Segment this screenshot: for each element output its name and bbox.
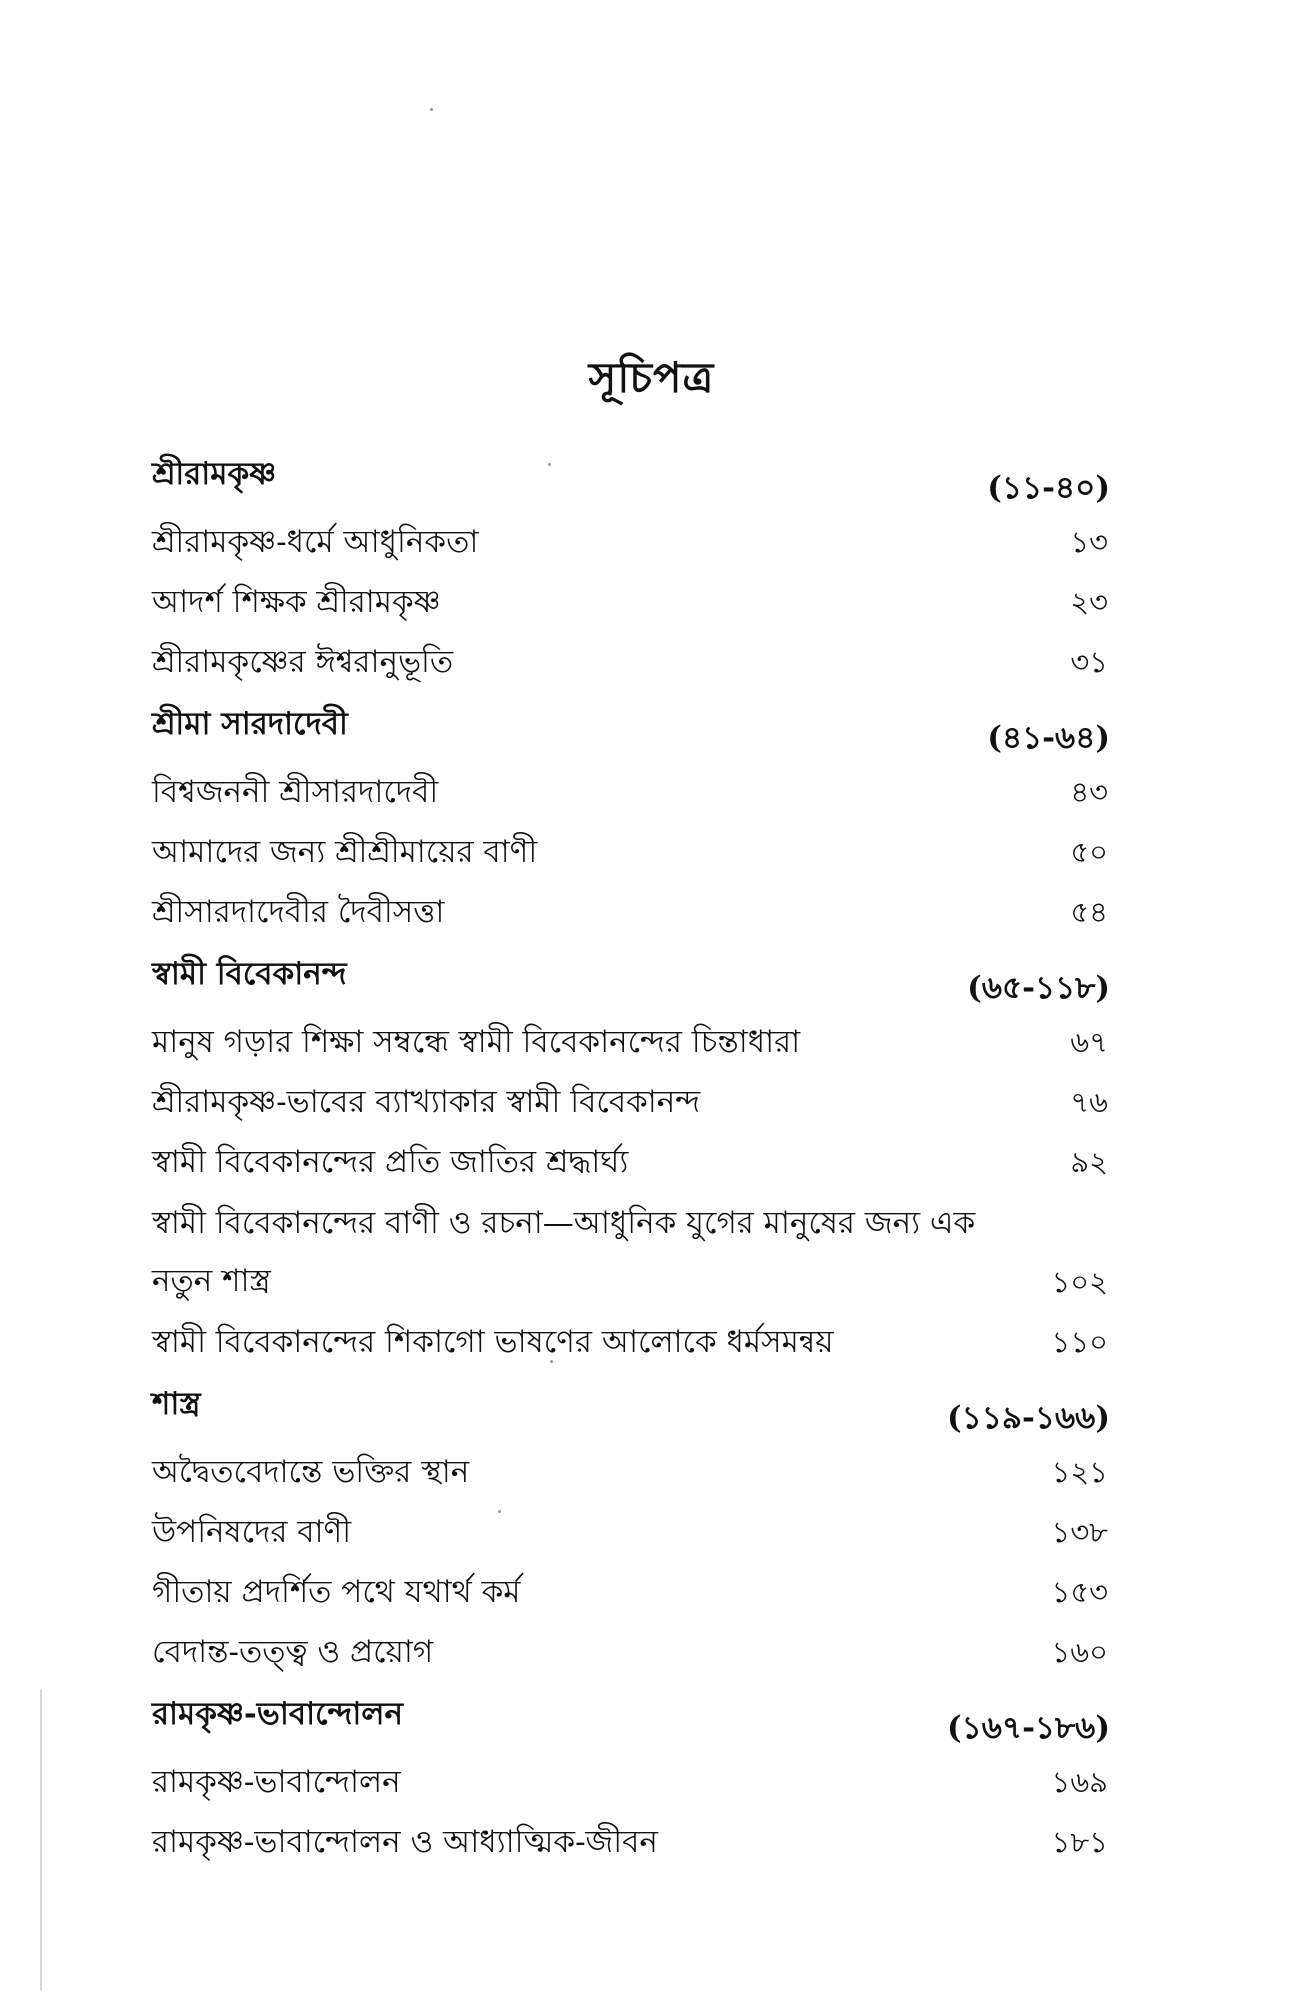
page-title: সূচিপত্র xyxy=(588,353,715,402)
entry-page-number: ৭৬ xyxy=(1070,1085,1108,1119)
entry-title: গীতায় প্রদর্শিত পথে যথার্থ কর্ম xyxy=(152,1574,521,1610)
entry-title: স্বামী বিবেকানন্দের শিকাগো ভাষণের আলোকে ধর্মসমন্বয় xyxy=(152,1324,834,1360)
toc-entry xyxy=(152,1074,1110,1130)
entry-page-number: ১৬০ xyxy=(1051,1635,1108,1669)
toc-section-header xyxy=(152,1692,1110,1750)
entry-title: রামকৃষ্ণ-ভাবান্দোলন ও আধ্যাত্মিক-জীবন xyxy=(152,1824,658,1860)
table-of-contents xyxy=(152,440,1110,1870)
section-page-range: (১৬৭-১৮৬) xyxy=(946,1710,1110,1746)
section-page-range: (১১-৪০) xyxy=(987,470,1110,506)
entry-title: শ্রীরামকৃষ্ণ-ভাবের ব্যাখ্যাকার স্বামী বিবেকানন্দ xyxy=(152,1084,701,1120)
paper-speck xyxy=(430,108,433,111)
toc-entry xyxy=(152,1134,1110,1190)
entry-page-number: ৫০ xyxy=(1070,835,1108,869)
toc-section-header xyxy=(152,952,1110,1010)
entry-page-number: ৬৭ xyxy=(1070,1025,1108,1059)
toc-entry xyxy=(152,1314,1110,1370)
entry-page-number: ১১০ xyxy=(1051,1325,1108,1359)
toc-entry xyxy=(152,1814,1110,1870)
toc-entry xyxy=(152,824,1110,880)
toc-entry xyxy=(152,1624,1110,1680)
toc-entry xyxy=(152,634,1110,690)
entry-page-number: ১২১ xyxy=(1051,1455,1108,1489)
page-edge-shadow xyxy=(40,1690,42,1990)
entry-title: শ্রীসারদাদেবীর দৈবীসত্তা xyxy=(152,894,445,930)
entry-title: শ্রীরামকৃষ্ণের ঈশ্বরানুভূতি xyxy=(152,644,454,680)
entry-title: রামকৃষ্ণ-ভাবান্দোলন xyxy=(152,1764,401,1800)
entry-title: আদর্শ শিক্ষক শ্রীরামকৃষ্ণ xyxy=(152,584,441,620)
section-page-range: (১১৯-১৬৬) xyxy=(947,1400,1110,1436)
entry-title: স্বামী বিবেকানন্দের প্রতি জাতির শ্রদ্ধার্ঘ্য xyxy=(152,1144,629,1180)
entry-title: বেদান্ত-তত্ত্ব ও প্রয়োগ xyxy=(152,1634,434,1670)
section-title: স্বামী বিবেকানন্দ xyxy=(152,956,347,992)
toc-entry xyxy=(152,1444,1110,1500)
section-page-range: (৬৫-১১৮) xyxy=(967,970,1110,1006)
toc-entry xyxy=(152,574,1110,630)
toc-entry xyxy=(152,1564,1110,1620)
section-page-range: (৪১-৬৪) xyxy=(987,720,1110,756)
entry-page-number: ১৬৯ xyxy=(1051,1765,1108,1799)
section-title: শ্রীমা সারদাদেবী xyxy=(152,706,348,742)
toc-section-header xyxy=(152,702,1110,760)
entry-page-number: ৯২ xyxy=(1070,1145,1108,1179)
entry-page-number: ১৩৮ xyxy=(1051,1515,1108,1549)
entry-page-number: ৪৩ xyxy=(1070,775,1108,809)
entry-page-number: ১৫৩ xyxy=(1051,1575,1108,1609)
entry-page-number: ৩১ xyxy=(1070,645,1108,679)
section-title: শ্রীরামকৃষ্ণ xyxy=(152,456,277,492)
toc-entry xyxy=(152,1504,1110,1560)
entry-page-number: ১৮১ xyxy=(1051,1825,1108,1859)
toc-section-header xyxy=(152,1382,1110,1440)
toc-entry xyxy=(152,514,1110,570)
toc-entry xyxy=(152,1014,1110,1070)
entry-title: শ্রীরামকৃষ্ণ-ধর্মে আধুনিকতা xyxy=(152,524,479,560)
entry-title: স্বামী বিবেকানন্দের বাণী ও রচনা—আধুনিক যুগের মানুষের জন্য এক নতুন শাস্ত্র xyxy=(152,1205,976,1299)
section-title: শাস্ত্র xyxy=(152,1386,201,1422)
toc-entry xyxy=(152,884,1110,940)
entry-title: মানুষ গড়ার শিক্ষা সম্বন্ধে স্বামী বিবেকানন্দের চিন্তাধারা xyxy=(152,1024,801,1060)
entry-page-number: ১৩ xyxy=(1070,525,1108,559)
entry-title: উপনিষদের বাণী xyxy=(152,1514,352,1550)
toc-entry xyxy=(152,764,1110,820)
entry-title: আমাদের জন্য শ্রীশ্রীমায়ের বাণী xyxy=(152,834,538,870)
section-title: রামকৃষ্ণ-ভাবান্দোলন xyxy=(152,1696,403,1732)
entry-page-number: ১০২ xyxy=(1051,1265,1108,1299)
toc-entry xyxy=(152,1194,1110,1310)
entry-title: অদ্বৈতবেদান্তে ভক্তির স্থান xyxy=(152,1454,470,1490)
toc-entry xyxy=(152,1754,1110,1810)
entry-page-number: ২৩ xyxy=(1070,585,1108,619)
toc-section-header xyxy=(152,452,1110,510)
entry-title: বিশ্বজননী শ্রীসারদাদেবী xyxy=(152,774,439,810)
entry-page-number: ৫৪ xyxy=(1070,895,1108,929)
